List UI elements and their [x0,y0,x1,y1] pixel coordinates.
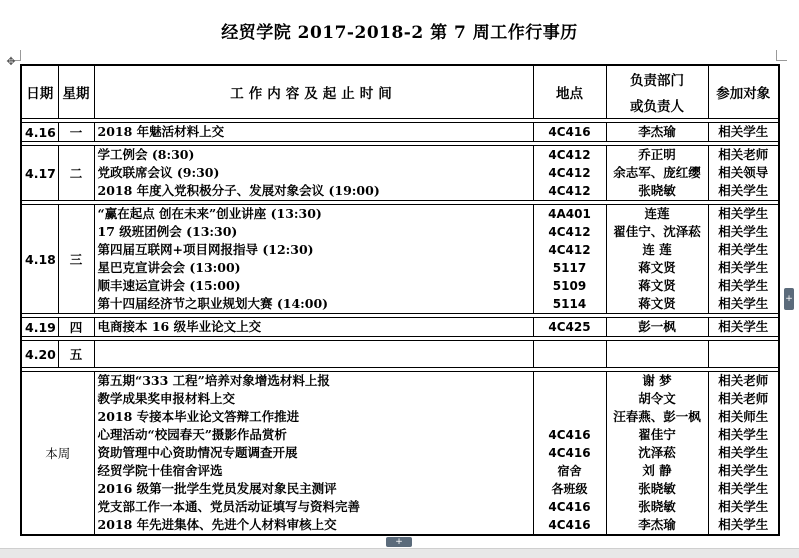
task-attendees: 相关学生 [718,183,769,198]
task-responsible-cell [606,318,708,337]
day-date: 4.19 [21,318,58,337]
task-attendees-cell [708,318,779,337]
task-place: 4C416 [548,446,591,460]
task-responsible-cell [606,205,708,314]
task-place [537,390,603,408]
task-content: 2018 年魅活材料上交 [97,124,225,139]
header-responsible-line2: 或负责人 [630,99,684,115]
task-content: 资助管理中心资助情况专题调查开展 [97,445,298,460]
task-place-cell [533,341,606,368]
task-responsible: 张晓敏 [638,183,676,198]
task-content-cell [94,146,533,201]
task-responsible: 刘 静 [642,463,672,478]
task-content: 第四届互联网+项目网报指导 (12:30) [97,242,314,257]
task-attendees: 相关学生 [718,296,769,311]
task-attendees: 相关领导 [718,165,769,180]
task-content: 第五期“333 工程”培养对象增选材料上报 [97,373,330,388]
task-responsible-cell [606,341,708,368]
task-responsible: 蒋文贤 [638,296,676,311]
task-place-cell [533,205,606,314]
task-place: 4C412 [548,225,591,239]
header-date: 日期 [21,65,58,119]
task-place: 4A401 [548,207,591,221]
task-attendees: 相关师生 [718,409,769,424]
task-responsible-cell [606,146,708,201]
task-attendees: 相关学生 [718,278,769,293]
task-content: 2018 年度入党积极分子、发展对象会议 (19:00) [97,183,380,198]
task-attendees: 相关学生 [718,124,769,139]
task-responsible: 蒋文贤 [638,260,676,275]
header-weekday: 星期 [58,65,94,119]
page-title: 经贸学院 2017-2018-2 第 7 周工作行事历 [221,23,578,43]
table-move-handle-icon[interactable]: ✥ [6,55,16,68]
task-content-cell [94,205,533,314]
task-content: 心理活动“校园春天”摄影作品赏析 [97,427,287,442]
this-week-label: 本周 [21,372,94,536]
task-place: 4C416 [548,428,591,442]
task-responsible: 彭一枫 [638,319,676,334]
task-content: “赢在起点 创在未来”创业讲座 (13:30) [97,206,322,221]
task-content: 电商接本 16 级毕业论文上交 [97,319,262,334]
task-attendees: 相关学生 [718,517,769,532]
task-responsible: 连 莲 [642,242,672,257]
task-responsible: 汪春燕、彭一枫 [613,409,701,424]
task-responsible: 李杰瑜 [638,124,676,139]
task-place: 4C412 [548,148,591,162]
day-weekday: 三 [58,205,94,314]
task-attendees-cell [708,146,779,201]
task-content: 2018 专接本毕业论文答辩工作推进 [97,409,300,424]
task-responsible: 李杰瑜 [638,517,676,532]
task-responsible: 翟佳宁、沈泽菘 [613,224,701,239]
task-place: 5117 [552,261,587,275]
task-responsible: 张晓敏 [638,481,676,496]
crop-mark-top-right [776,50,787,61]
task-content-cell [94,123,533,142]
task-attendees-cell [708,341,779,368]
day-row [21,318,779,337]
task-content: 党支部工作一本通、党员活动证填写与资料完善 [97,499,361,514]
task-place-cell [533,146,606,201]
header-responsible [606,65,708,119]
task-attendees: 相关学生 [718,445,769,460]
task-content: 教学成果奖申报材料上交 [97,391,236,406]
task-content: 顺丰速运宣讲会 (15:00) [97,278,241,293]
day-date: 4.18 [21,205,58,314]
task-place [537,408,603,426]
task-attendees: 相关学生 [718,463,769,478]
task-place: 4C416 [548,518,591,532]
day-row [21,123,779,142]
day-date: 4.17 [21,146,58,201]
day-row [21,341,779,368]
task-attendees: 相关学生 [718,224,769,239]
task-content: 学工例会 (8:30) [97,147,195,162]
day-date: 4.20 [21,341,58,368]
task-attendees: 相关学生 [718,499,769,514]
task-place: 4C416 [548,500,591,514]
task-place: 4C412 [548,184,591,198]
task-attendees-cell [708,123,779,142]
task-responsible: 张晓敏 [638,499,676,514]
schedule-table [20,64,780,536]
this-week-row [21,372,779,536]
task-responsible-cell [606,123,708,142]
day-weekday: 一 [58,123,94,142]
header-content: 工作内容及起止时间 [94,65,533,119]
task-content: 17 级班团例会 (13:30) [97,224,238,239]
day-row [21,146,779,201]
task-responsible: 连莲 [644,206,670,221]
task-attendees: 相关学生 [718,260,769,275]
task-responsible: 沈泽菘 [638,445,676,460]
task-attendees: 相关学生 [718,427,769,442]
task-attendees-cell [708,205,779,314]
task-attendees: 相关老师 [718,147,769,162]
task-place: 4C412 [548,243,591,257]
task-place: 5109 [552,279,587,293]
task-place: 4C425 [548,320,591,334]
task-responsible: 蒋文贤 [638,278,676,293]
task-place: 各班级 [551,482,588,496]
task-content-cell [94,372,533,536]
header-row [21,65,779,119]
task-responsible: 胡令文 [638,391,676,406]
task-place-cell [533,372,606,536]
task-content: 第十四届经济节之职业规划大赛 (14:00) [97,296,329,311]
task-place-cell [533,123,606,142]
header-attendees: 参加对象 [708,65,779,119]
task-place-cell [533,318,606,337]
task-attendees: 相关老师 [718,373,769,388]
task-content: 党政联席会议 (9:30) [97,165,220,180]
day-row [21,205,779,314]
task-attendees: 相关学生 [718,481,769,496]
task-responsible: 谢 梦 [642,373,672,388]
task-content-cell [94,318,533,337]
day-weekday: 四 [58,318,94,337]
task-place [537,372,603,390]
task-responsible: 翟佳宁 [638,427,676,442]
task-content: 2018 年先进集体、先进个人材料审核上交 [97,517,337,532]
task-responsible: 余志军、庞红缨 [613,165,701,180]
task-responsible: 乔正明 [638,147,676,162]
task-attendees-cell [708,372,779,536]
table-resize-right-icon[interactable]: + [784,288,794,310]
task-responsible-cell [606,372,708,536]
table-resize-bottom-icon[interactable]: + [386,537,412,547]
task-place: 4C412 [548,166,591,180]
day-weekday: 二 [58,146,94,201]
task-content: 星巴克宣讲会会 (13:00) [97,260,241,275]
task-place: 5114 [552,297,587,311]
header-responsible-line1: 负责部门 [630,73,684,89]
task-place: 4C416 [548,125,591,139]
task-attendees: 相关老师 [718,391,769,406]
task-place: 宿舍 [557,464,582,478]
task-content: 经贸学院十佳宿舍评选 [97,463,223,478]
day-date: 4.16 [21,123,58,142]
task-attendees: 相关学生 [718,206,769,221]
task-content: 2016 级第一批学生党员发展对象民主测评 [97,481,337,496]
day-weekday: 五 [58,341,94,368]
task-attendees: 相关学生 [718,242,769,257]
task-attendees: 相关学生 [718,319,769,334]
task-content-cell [94,341,533,368]
header-place: 地点 [533,65,606,119]
